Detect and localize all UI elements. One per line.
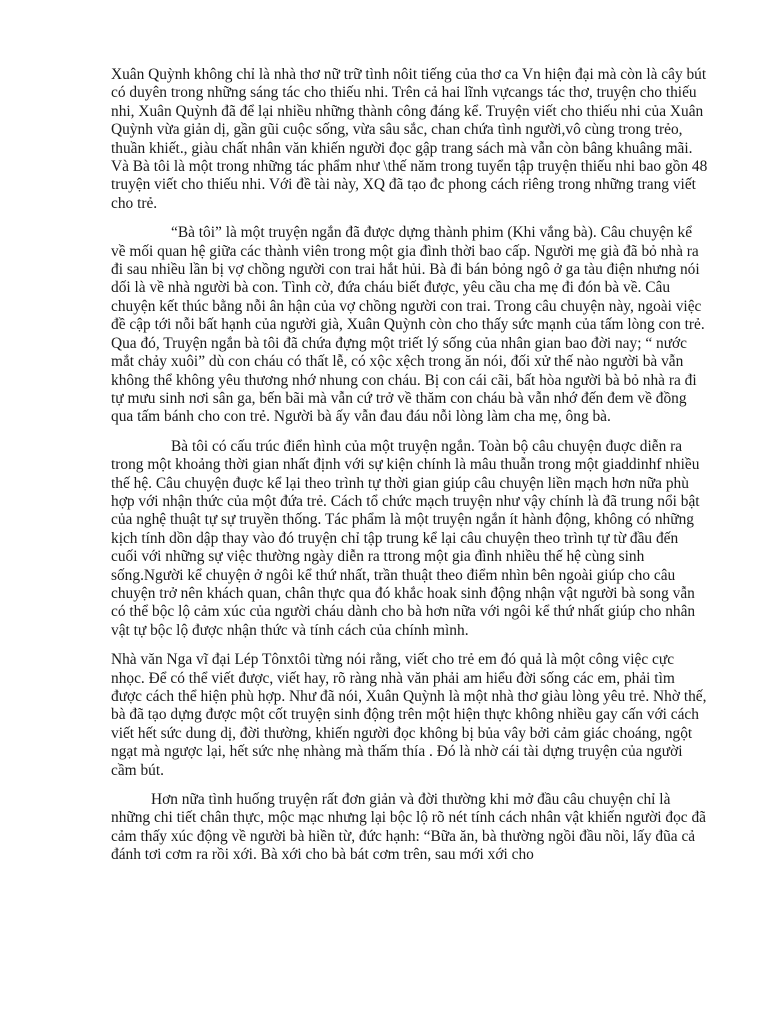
paragraph-structure: Bà tôi có cấu trúc điển hình của một truyện ngắn. Toàn bộ câu chuyện đuợc diễn ra trong một khoảng thời gian nhất định với sự kiện chính là mâu thuẫn trong một giaddinhf nhiều thế hệ. Câu chuyện đuợc kể lại theo trình tự thời gian giúp câu chuyện liền mạch hơn nữa phù hợp với nhận thức của một đứa trẻ. Cách tổ chức mạch truyện như vậy chính là đã trung nổi bật của nghệ thuật tự sự truyền thống. Tác phẩm là một truyện ngắn ít hành động, không có những kịch tính dồn dập thay vào đó truyện chỉ tập trung kể lại câu chuyện theo trình tự từ đầu đến cuối với những sự việc thường ngày diễn ra ttrong một gia đình nhiều thế hệ cùng sinh sống.Người kể chuyện ở ngôi kể thứ nhất, trần thuật theo điểm nhìn bên ngoài giúp cho câu chuyện trở nên khách quan, chân thực qua đó khắc hoak sinh động nhận vật người bà song vẫn có thể bộc lộ cảm xúc của người cháu dành cho bà hơn nữa với ngôi kể thứ nhất giúp cho nhân vật tự bộc lộ được nhận thức và tính cách của chính mình. bbox=[111, 437, 700, 639]
paragraph-intro: Xuân Quỳnh không chỉ là nhà thơ nữ trữ tình nôit tiếng của thơ ca Vn hiện đại mà còn là cây bút có duyên trong những sáng tác cho thiếu nhi. Trên cả hai lĩnh vựcangs tác thơ, truyện cho thiếu nhi, Xuân Quỳnh đã để lại nhiều những thành công đáng kể. Truyện viết cho thiếu nhi của Xuân Quỳnh vừa giản dị, gần gũi cuộc sống, vừa sâu sắc, chan chứa tình người,vô cùng trong trẻo, thuần khiết., giàu chất nhân văn khiến người đọc gập trang sách mà vẫn còn bâng khuâng mãi. Và Bà tôi là một trong những tác phẩm như \thế năm trong tuyển tập truyện thiếu nhi bao gồn 48 truyện viết cho thiếu nhi. Với đề tài này, XQ đã tạo đc phong cách riêng trong những trang viết cho trẻ. bbox=[111, 66, 708, 212]
document-body bbox=[111, 66, 708, 865]
paragraph-tolstoy-quote: Nhà văn Nga vĩ đại Lép Tônxtôi từng nói rằng, viết cho trẻ em đó quả là một công việc cực nhọc. Để có thể viết được, viết hay, rõ ràng nhà văn phải am hiểu đời sống các em, phải tìm được cách thể hiện phù hợp. Như đã nói, Xuân Quỳnh là một nhà thơ giàu lòng yêu trẻ. Nhờ thế, bà đã tạo dựng được một cốt truyện sinh động trên một hiện thực không nhiều gay cấn với cách viết hết sức dung dị, đời thường, khiến người đọc không bị bủa vây bởi cảm giác choáng, ngột ngạt mà ngược lại, hết sức nhẹ nhàng mà thấm thía . Đó là nhờ cái tài dựng truyện của người cầm bút. bbox=[111, 651, 707, 779]
paragraph-plot-summary: “Bà tôi” là một truyện ngắn đã được dựng thành phim (Khi vắng bà). Câu chuyện kể về mối quan hệ giữa các thành viên trong một gia đình thời bao cấp. Người mẹ già đã bỏ nhà ra đi sau nhiều lần bị vợ chồng người con trai hắt hủi. Bà đi bán bỏng ngô ở ga tàu điện nhưng nói dối là về nhà người bà con. Tình cờ, đứa cháu biết được, yêu cầu cha mẹ đi đón bà về. Câu chuyện kết thúc bằng nỗi ân hận của vợ chồng người con trai. Trong câu chuyện này, ngoài việc đề cập tới nỗi bất hạnh của người già, Xuân Quỳnh còn cho thấy sức mạnh của tấm lòng con trẻ. Qua đó, Truyện ngắn bà tôi đã chứa đựng một triết lý sống của nhân gian bao đời nay; “ nước mắt chảy xuôi” dù con cháu có thất lễ, có xộc xệch trong ăn nói, đối xử thế nào người bà vẫn không thể không yêu thương nhớ nhung con cháu. Bị con cái cãi, bất hòa người bà bỏ nhà ra đi tự mưu sinh nơi sân ga, bến bãi mà vẫn cứ trở về thăm con cháu bà vẫn nhớ đến đem về đồng qua tấm bánh cho con trẻ. Người bà ấy vẫn đau đáu nỗi lòng làm cha mẹ, ông bà. bbox=[111, 224, 705, 426]
paragraph-situation: Hơn nữa tình huống truyện rất đơn giản và đời thường khi mở đầu câu chuyện chỉ là những chi tiết chân thực, mộc mạc nhưng lại bộc lộ rõ nét tính cách nhân vật khiến người đọc đã cảm thấy xúc động về người bà hiền từ, đức hạnh: “Bữa ăn, bà thường ngồi đầu nồi, lấy đũa cả đánh tơi cơm ra rồi xới. Bà xới cho bà bát cơm trên, sau mới xới cho bbox=[111, 791, 706, 864]
